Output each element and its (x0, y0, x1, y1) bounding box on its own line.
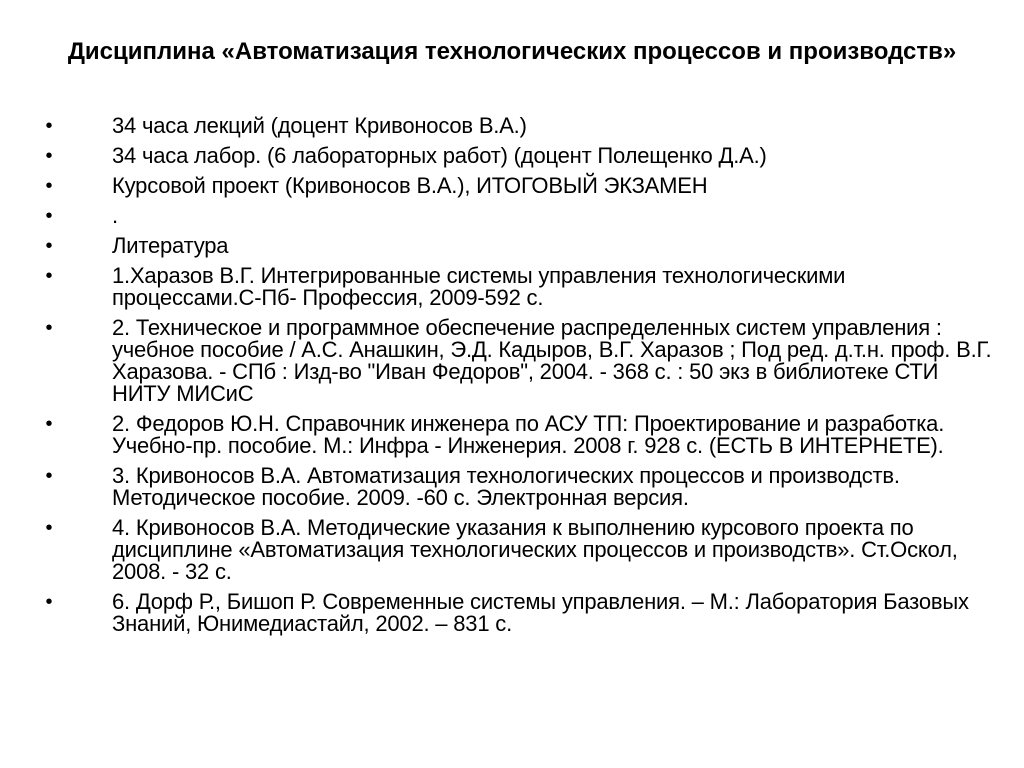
list-item-reference (0, 413, 1024, 457)
list-item-reference (0, 517, 1024, 583)
bullet-icon: • (45, 235, 53, 257)
bullet-list (0, 115, 1024, 643)
bullet-icon: • (45, 465, 53, 487)
list-item-coursework (0, 175, 1024, 197)
list-item-reference (0, 465, 1024, 509)
list-item-text: 34 часа лабор. (6 лабораторных работ) (доцент Полещенко Д.А.) (112, 143, 767, 168)
bullet-icon: • (45, 317, 53, 339)
list-item-reference (0, 265, 1024, 309)
bullet-icon: • (45, 145, 53, 167)
bullet-icon: • (45, 115, 53, 137)
list-item-lectures (0, 115, 1024, 137)
list-item-reference (0, 317, 1024, 405)
list-item-text: Курсовой проект (Кривоносов В.А.), ИТОГОВЫЙ ЭКЗАМЕН (112, 173, 708, 198)
list-item-text: 2. Федоров Ю.Н. Справочник инженера по АСУ ТП: Проектирование и разработка. Учебно-пр. пособие. М.: Инфра - Инженерия. 2008 г. 928 с. (ЕСТЬ В ИНТЕРНЕТЕ). (112, 411, 945, 458)
list-item-text: . (112, 203, 118, 228)
bullet-icon: • (45, 175, 53, 197)
list-item-text: 1.Харазов В.Г. Интегрированные системы управления технологическими процессами.С-Пб- Профессия, 2009-592 с. (112, 263, 846, 310)
bullet-icon: • (45, 413, 53, 435)
list-item-labs (0, 145, 1024, 167)
list-item-text: 6. Дорф Р., Бишоп Р. Современные системы управления. – М.: Лаборатория Базовых Знаний, Юнимедиастайл, 2002. – 831 с. (112, 589, 969, 636)
list-item-text: Литература (112, 233, 229, 258)
bullet-icon: • (45, 517, 53, 539)
list-item-text: 2. Техническое и программное обеспечение распределенных систем управления : учебное пособие / А.С. Анашкин, Э.Д. Кадыров, В.Г. Харазов ; Под ред. д.т.н. проф. В.Г. Харазова. - СПб : Изд-во "Иван Федоров", 2004. - 368 с. : 50 экз в библиотеке СТИ НИТУ МИСиС (112, 315, 992, 406)
list-item-text: 3. Кривоносов В.А. Автоматизация технологических процессов и производств. Методическое пособие. 2009. -60 с. Электронная версия. (112, 463, 900, 510)
slide-title: Дисциплина «Автоматизация технологических процессов и производств» (67, 38, 957, 65)
list-item-reference (0, 591, 1024, 635)
list-item-text: 34 часа лекций (доцент Кривоносов В.А.) (112, 113, 527, 138)
bullet-icon: • (45, 205, 53, 227)
bullet-icon: • (45, 591, 53, 613)
list-item-dot (0, 205, 1024, 227)
bullet-icon: • (45, 265, 53, 287)
list-item-text: 4. Кривоносов В.А. Методические указания к выполнению курсового проекта по дисциплине «Автоматизация технологических процессов и производств». Ст.Оскол, 2008. - 32 с. (112, 515, 958, 584)
list-item-literature-heading (0, 235, 1024, 257)
